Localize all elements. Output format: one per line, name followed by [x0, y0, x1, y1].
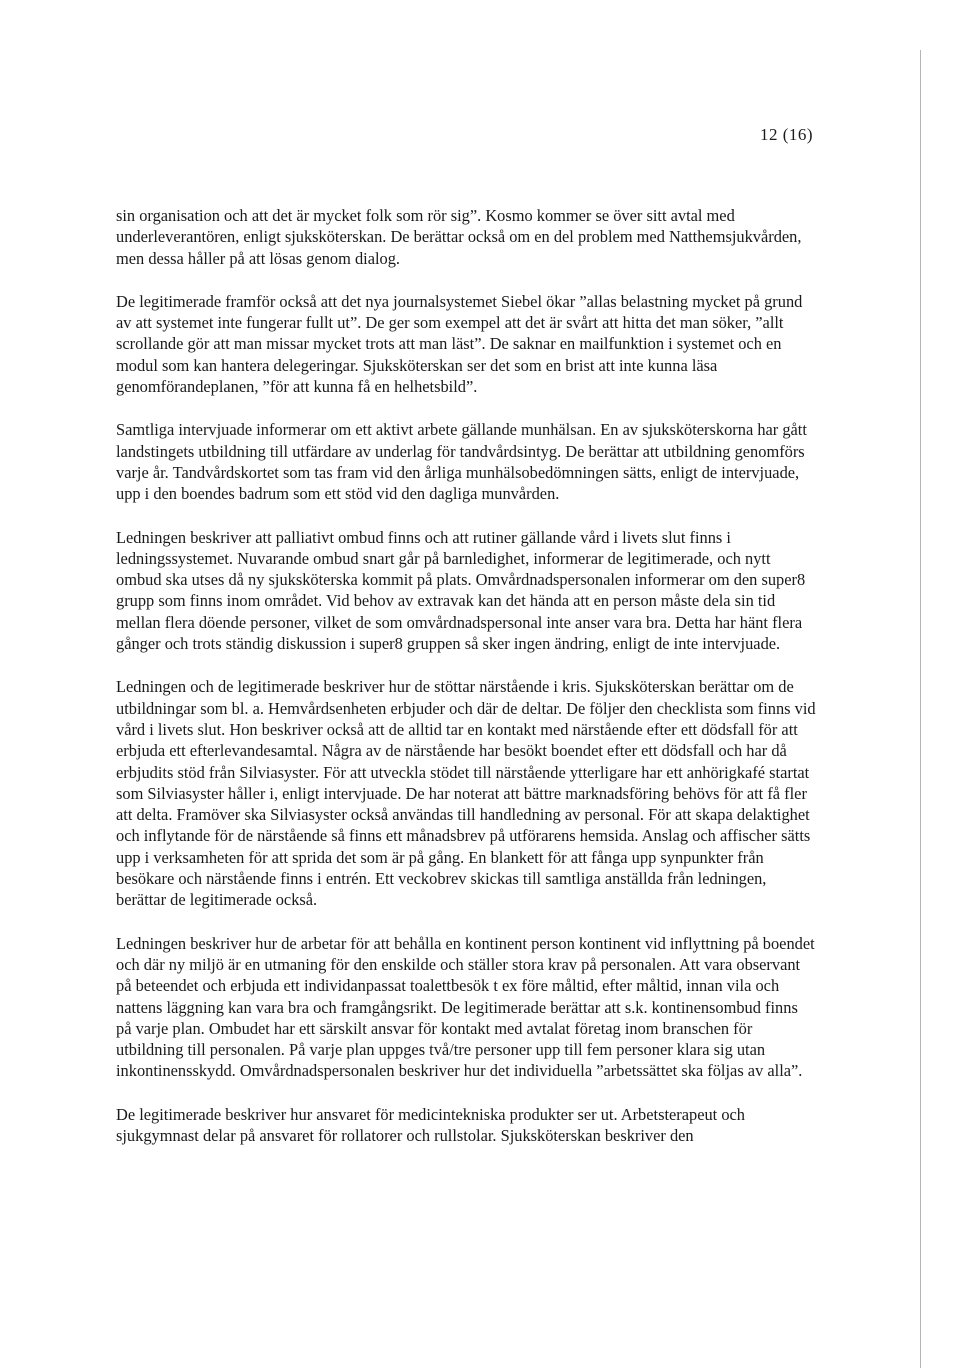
- paragraph: sin organisation och att det är mycket folk som rör sig”. Kosmo kommer se över sitt avtal med underleverantören, enligt sjuksköterskan. De berättar också om en del problem med Natthemsjukvården, men dessa håller på att lösas genom dialog.: [116, 206, 802, 268]
- paragraph: De legitimerade framför också att det nya journalsystemet Siebel ökar ”allas belastning mycket på grund av att systemet inte fungerar fullt ut”. De ger som exempel att det är svårt att hitta det man söker, ”allt scrollande gör att man missar mycket trots att man läst”. De saknar en mailfunktion i systemet och en modul som kan hantera delegeringar. Sjuksköterskan ser det som en brist att inte kunna läsa genomförandeplanen, ”för att kunna få en helhetsbild”.: [116, 291, 803, 397]
- paragraph: Ledningen beskriver hur de arbetar för att behålla en kontinent person kontinent vid inflyttning på boendet och där ny miljö är en utmaning för den enskilde och ställer stora krav på personalen. Att vara observant på beteendet och erbjuda ett individanpassat toalettbesök t ex före måltid, efter måltid, innan vila och nattens läggning kan vara bra och framgångsrikt. De legitimerade berättar att s.k. kontinensombud finns på varje plan. Ombudet har ett särskilt ansvar för kontakt med avtalat företag inom branschen för utbildning till personalen. På varje plan uppges två/tre personer upp till fem personer klara sig utan inkontinensskydd. Omvårdnadspersonalen beskriver hur det individuella ”arbetssättet ska följas av alla”.: [116, 933, 815, 1081]
- paragraph: Samtliga intervjuade informerar om ett aktivt arbete gällande munhälsan. En av sjuksköterskorna har gått landstingets utbildning till utfärdare av underlag för tandvårdsintyg. De berättar att utbildning genomförs varje år. Tandvårdskortet som tas fram vid den årliga munhälsobedömningen sätts, enligt de intervjuade, upp i den boendes badrum som ett stöd vid den dagliga munvården.: [116, 420, 807, 504]
- paragraph: Ledningen beskriver att palliativt ombud finns och att rutiner gällande vård i livets slut finns i ledningssystemet. Nuvarande ombud snart går på barnledighet, informerar de legitimerade, och nytt ombud ska utses då ny sjuksköterska kommit på plats. Omvårdnadspersonalen informerar om den super8 grupp som finns inom området. Vid behov av extravak kan det hända att en person måste dela sin tid mellan flera döende personer, vilket de som omvårdnadspersonal inte anser vara bra. Detta har hänt flera gånger och trots ständig diskussion i super8 gruppen så sker ingen ändring, enligt de inte intervjuade.: [116, 527, 806, 654]
- margin-rule: [920, 50, 921, 1368]
- document-body: [116, 205, 816, 1168]
- page-number: 12 (16): [760, 125, 814, 144]
- paragraph: De legitimerade beskriver hur ansvaret för medicintekniska produkter ser ut. Arbetsterapeut och sjukgymnast delar på ansvaret för rollatorer och rullstolar. Sjuksköterskan beskriver den: [116, 1104, 745, 1145]
- paragraph: Ledningen och de legitimerade beskriver hur de stöttar närstående i kris. Sjuksköterskan berättar om de utbildningar som bl. a. Hemvårdsenheten erbjuder och där de deltar. De följer den checklista som finns vid vård i livets slut. Hon beskriver också att de alltid tar en kontakt med närstående efter ett dödsfall för att erbjuda ett efterlevandesamtal. Några av de närstående har besökt boendet efter ett dödsfall och har då erbjudits stöd från Silviasyster. För att utveckla stödet till närstående ytterligare har ett anhörigkafé startat som Silviasyster håller i, enligt intervjuade. De har noterat att bättre marknadsföring behövs för att få fler att delta. Framöver ska Silviasyster också användas till handledning av personal. För att skapa delaktighet och inflytande för de närstående så finns ett månadsbrev på utförarens hemsida. Anslag och affischer sätts upp i verksamheten för att sprida det som är på gång. En blankett för att fånga upp synpunkter från besökare och närstående finns i entrén. Ett veckobrev skickas till samtliga anställda från ledningen, berättar de legitimerade också.: [116, 677, 816, 910]
